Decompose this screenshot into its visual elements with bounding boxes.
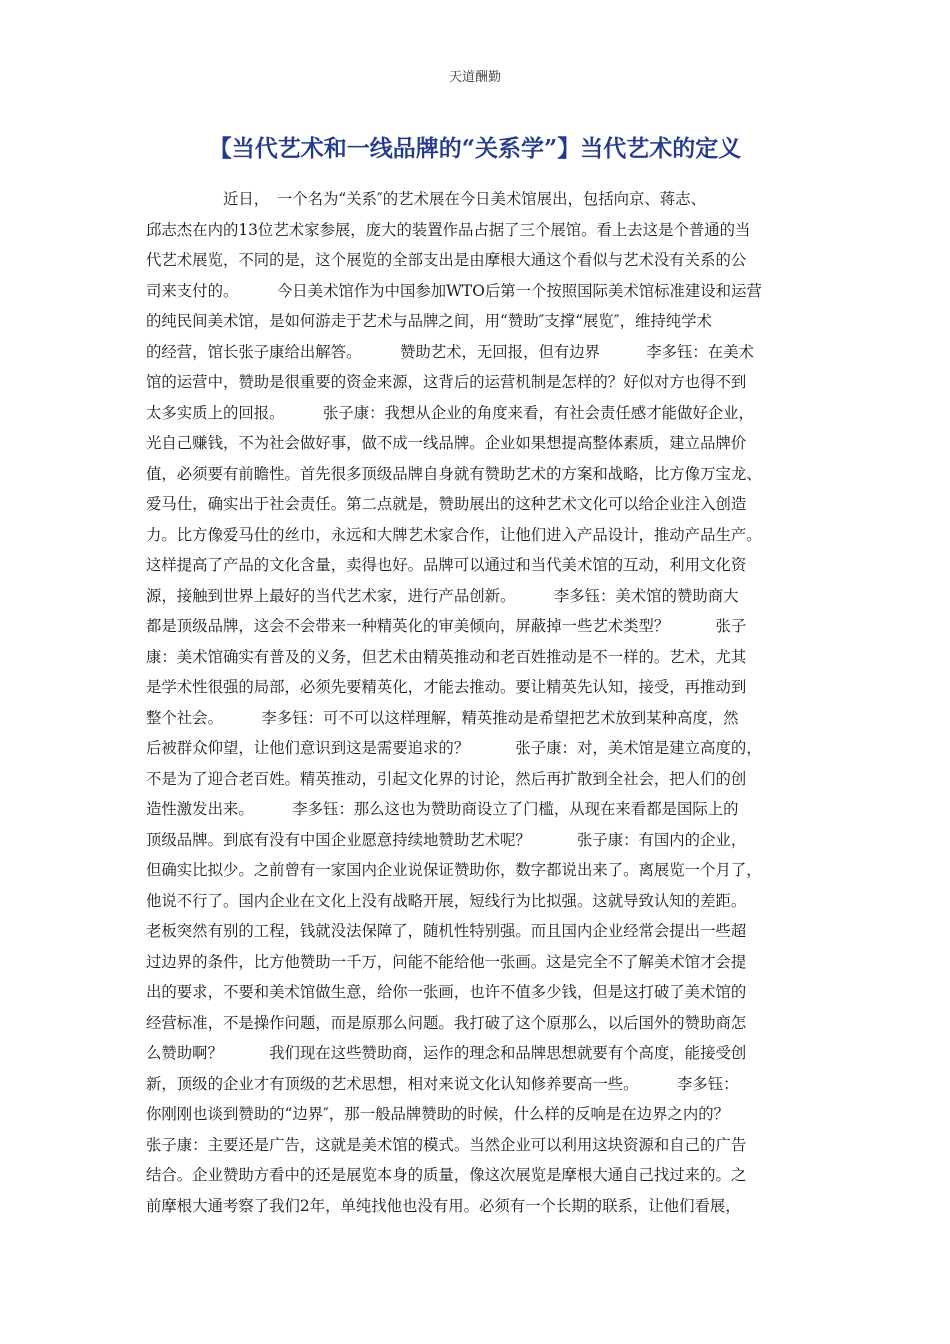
body-line: 司来支付的。 今日美术馆作为中国参加WTO后第一个按照国际美术馆标准建设和运营: [146, 281, 762, 300]
body-line: 后被群众仰望，让他们意识到这是需要追求的？ 张子康：对，美术馆是建立高度的，: [146, 739, 762, 757]
body-line: 力。比方像爱马仕的丝巾，永远和大牌艺术家合作，让他们进入产品设计，推动产品生产。: [146, 525, 762, 544]
body-line: 是学术性很强的局部，必须先要精英化，才能去推动。要让精英先认知，接受，再推动到: [146, 678, 747, 696]
body-line: 代艺术展览，不同的是，这个展览的全部支出是由摩根大通这个看似与艺术没有关系的公: [146, 251, 747, 269]
body-line: 值，必须要有前瞻性。首先很多顶级品牌自身就有赞助艺术的方案和战略，比方像万宝龙、: [146, 464, 762, 483]
body-line: 馆的运营中，赞助是很重要的资金来源，这背后的运营机制是怎样的？好似对方也得不到: [146, 373, 747, 391]
body-line: 近日， 一个名为“关系″的艺术展在今日美术馆展出，包括向京、蒋志、: [146, 190, 706, 208]
body-line: 经营标准，不是操作问题，而是原那么问题。我打破了这个原那么，以后国外的赞助商怎: [146, 1013, 747, 1032]
body-line: 爱马仕，确实出于社会责任。第二点就是，赞助展出的这种艺术文化可以给企业注入创造: [146, 495, 747, 513]
body-line: 他说不行了。国内企业在文化上没有战略开展，短线行为比拟强。这就导致认知的差距。: [146, 891, 747, 910]
body-line: 不是为了迎合老百姓。精英推动，引起文化界的讨论，然后再扩散到全社会，把人们的创: [146, 769, 747, 788]
body-line: 前摩根大通考察了我们2年，单纯找他也没有用。必须有一个长期的联系，让他们看展，: [146, 1196, 741, 1215]
body-line: 都是顶级品牌，这会不会带来一种精英化的审美倾向，屏蔽掉一些艺术类型？ 张子: [146, 617, 747, 635]
body-line: 但确实比拟少。之前曾有一家国内企业说保证赞助你，数字都说出来了。离展览一个月了，: [146, 861, 762, 879]
body-line: 造性激发出来。 李多钰：那么这也为赞助商设立了门槛，从现在来看都是国际上的: [146, 800, 739, 818]
body-line: 顶级品牌。到底有没有中国企业愿意持续地赞助艺术呢？ 张子康：有国内的企业，: [146, 830, 747, 849]
body-line: 结合。企业赞助方看中的还是展览本身的质量，像这次展览是摩根大通自己找过来的。之: [146, 1166, 747, 1184]
body-line: 的纯民间美术馆，是如何游走于艺术与品牌之间，用“赞助″支撑“展览″，维持纯学术: [146, 312, 712, 330]
body-line: 张子康：主要还是广告，这就是美术馆的模式。当然企业可以利用这块资源和自己的广告: [146, 1135, 747, 1154]
body-line: 邱志杰在内的13位艺术家参展，庞大的装置作品占据了三个展馆。看上去这是个普通的当: [146, 220, 751, 239]
body-line: 源，接触到世界上最好的当代艺术家，进行产品创新。 李多钰：美术馆的赞助商大: [146, 586, 739, 605]
body-line: 这样提高了产品的文化含量，卖得也好。品牌可以通过和当代美术馆的互动，利用文化资: [146, 556, 747, 574]
article-title: 【当代艺术和一线品牌的“关系学”】当代艺术的定义: [208, 135, 742, 162]
body-line: 新，顶级的企业才有顶级的艺术思想，相对来说文化认知修养要高一些。 李多钰：: [146, 1074, 739, 1093]
body-line: 么赞助啊？ 我们现在这些赞助商，运作的理念和品牌思想就要有个高度，能接受创: [146, 1044, 747, 1062]
body-line: 你刚刚也谈到赞助的“边界″，那一般品牌赞助的时候，什么样的反响是在边界之内的？: [146, 1105, 730, 1123]
body-line: 老板突然有别的工程，钱就没法保障了，随机性特别强。而且国内企业经常会提出一些超: [146, 922, 747, 940]
body-line: 太多实质上的回报。 张子康：我想从企业的角度来看，有社会责任感才能做好企业，: [146, 403, 754, 422]
body-line: 过边界的条件，比方他赞助一千万，问能不能给他一张画。这是完全不了解美术馆才会提: [146, 952, 747, 971]
body-line: 康：美术馆确实有普及的义务，但艺术由精英推动和老百姓推动是不一样的。艺术，尤其: [146, 647, 747, 666]
article-body: [146, 184, 810, 1221]
body-line: 出的要求，不要和美术馆做生意，给你一张画，也许不值多少钱，但是这打破了美术馆的: [146, 983, 747, 1001]
page-header: 天道酬勤: [448, 70, 501, 85]
body-line: 的经营，馆长张子康给出解答。 赞助艺术，无回报，但有边界 李多钰：在美术: [146, 342, 754, 361]
body-line: 整个社会。 李多钰：可不可以这样理解，精英推动是希望把艺术放到某种高度，然: [146, 708, 739, 727]
body-line: 光自己赚钱，不为社会做好事，做不成一线品牌。企业如果想提高整体素质，建立品牌价: [146, 434, 747, 452]
